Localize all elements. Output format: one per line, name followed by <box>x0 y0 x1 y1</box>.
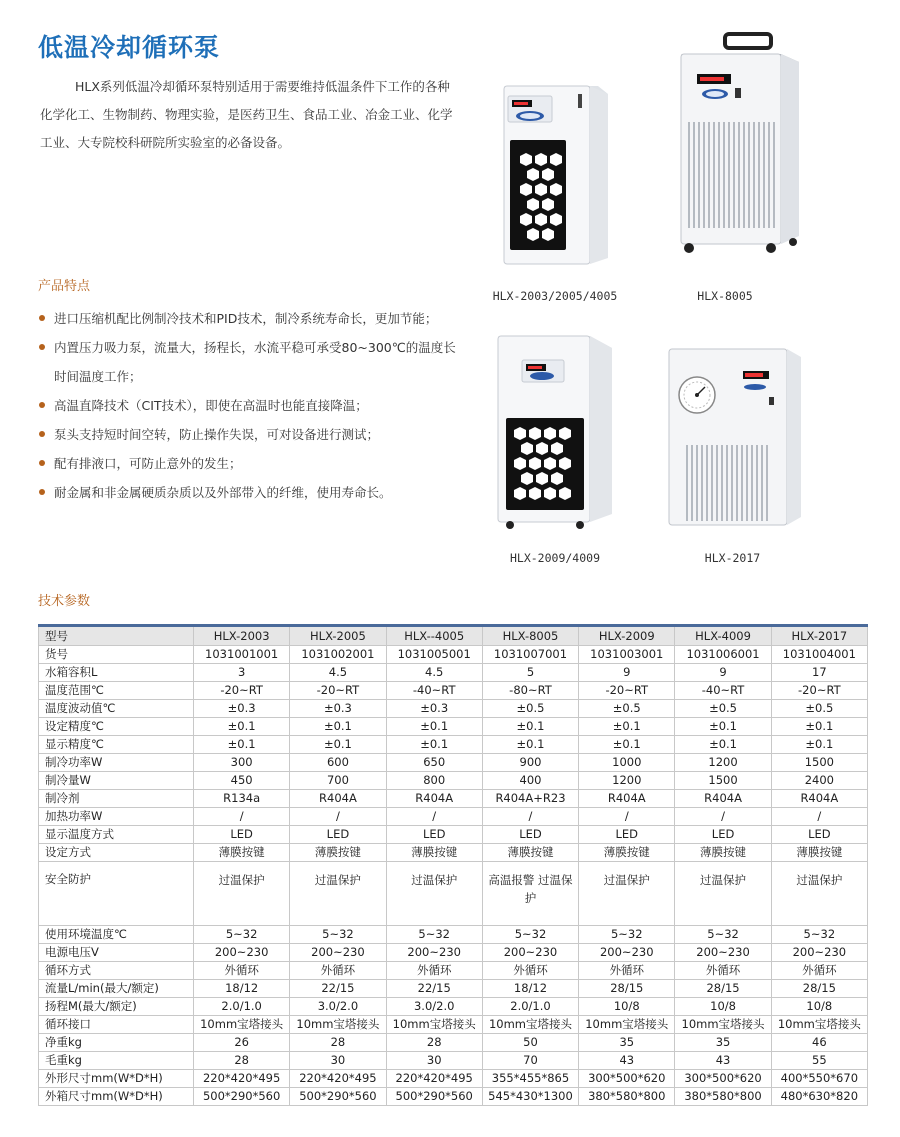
feature-item: 高温直降技术（CIT技术），即使在高温时也能直接降温； <box>38 391 458 420</box>
table-cell: 500*290*560 <box>290 1088 386 1106</box>
table-row <box>39 808 868 826</box>
row-label: 温度波动值℃ <box>39 700 194 718</box>
table-cell: ±0.1 <box>194 736 290 754</box>
table-cell: 1200 <box>579 772 675 790</box>
table-cell: ±0.5 <box>771 700 867 718</box>
table-cell: -80~RT <box>482 682 578 700</box>
table-cell: 200~230 <box>771 944 867 962</box>
table-cell: ±0.5 <box>482 700 578 718</box>
table-cell: 薄膜按键 <box>675 844 771 862</box>
table-cell: 1031002001 <box>290 646 386 664</box>
table-cell: 1031004001 <box>771 646 867 664</box>
row-label: 加热功率W <box>39 808 194 826</box>
table-cell: 薄膜按键 <box>482 844 578 862</box>
table-cell: -40~RT <box>386 682 482 700</box>
row-label: 使用环境温度℃ <box>39 926 194 944</box>
row-label: 电源电压V <box>39 944 194 962</box>
table-cell: 9 <box>675 664 771 682</box>
table-cell: ±0.1 <box>579 736 675 754</box>
table-cell: 22/15 <box>290 980 386 998</box>
table-cell: 薄膜按键 <box>290 844 386 862</box>
table-cell: 545*430*1300 <box>482 1088 578 1106</box>
row-label: 显示温度方式 <box>39 826 194 844</box>
table-cell: 10mm宝塔接头 <box>290 1016 386 1034</box>
table-cell: 200~230 <box>386 944 482 962</box>
table-cell: 10mm宝塔接头 <box>579 1016 675 1034</box>
table-cell: 5~32 <box>386 926 482 944</box>
table-cell: 28/15 <box>771 980 867 998</box>
table-cell: 2.0/1.0 <box>194 998 290 1016</box>
table-cell: 220*420*495 <box>290 1070 386 1088</box>
table-cell: 200~230 <box>194 944 290 962</box>
table-cell: 过温保护 <box>290 862 386 926</box>
table-cell: LED <box>482 826 578 844</box>
table-cell: 外循环 <box>386 962 482 980</box>
product-image-hlx-8005 <box>675 30 805 255</box>
table-row <box>39 646 868 664</box>
feature-item: 进口压缩机配比例制冷技术和PID技术，制冷系统寿命长，更加节能； <box>38 304 458 333</box>
table-cell: 4.5 <box>290 664 386 682</box>
table-cell: ±0.1 <box>290 718 386 736</box>
table-cell: R404A+R23 <box>482 790 578 808</box>
table-cell: 300*500*620 <box>579 1070 675 1088</box>
table-cell: 400*550*670 <box>771 1070 867 1088</box>
table-cell: R404A <box>579 790 675 808</box>
header-cell: HLX-4009 <box>675 626 771 646</box>
row-label: 温度范围℃ <box>39 682 194 700</box>
table-cell: 46 <box>771 1034 867 1052</box>
table-cell: R404A <box>386 790 482 808</box>
table-cell: ±0.3 <box>290 700 386 718</box>
table-cell: 10mm宝塔接头 <box>771 1016 867 1034</box>
table-row <box>39 772 868 790</box>
table-cell: 70 <box>482 1052 578 1070</box>
product-image-hlx-2009 <box>490 330 620 530</box>
table-cell: / <box>675 808 771 826</box>
product-image-hlx-2003 <box>490 78 610 270</box>
table-cell: 3.0/2.0 <box>386 998 482 1016</box>
table-cell: 22/15 <box>386 980 482 998</box>
table-cell: LED <box>194 826 290 844</box>
table-cell: 30 <box>290 1052 386 1070</box>
row-label: 净重kg <box>39 1034 194 1052</box>
table-cell: 薄膜按键 <box>579 844 675 862</box>
table-cell: 200~230 <box>675 944 771 962</box>
specs-heading: 技术参数 <box>38 594 91 609</box>
row-label: 流量L/min(最大/额定) <box>39 980 194 998</box>
table-cell: 1000 <box>579 754 675 772</box>
table-cell: -40~RT <box>675 682 771 700</box>
table-cell: 1500 <box>675 772 771 790</box>
table-cell: 500*290*560 <box>386 1088 482 1106</box>
table-cell: 380*580*800 <box>579 1088 675 1106</box>
table-row <box>39 1070 868 1088</box>
table-cell: 1031007001 <box>482 646 578 664</box>
table-cell: ±0.3 <box>386 700 482 718</box>
row-label: 外箱尺寸mm(W*D*H) <box>39 1088 194 1106</box>
table-cell: 700 <box>290 772 386 790</box>
table-header-row <box>39 626 868 646</box>
table-cell: 1031001001 <box>194 646 290 664</box>
table-cell: LED <box>771 826 867 844</box>
table-row <box>39 962 868 980</box>
table-cell: ±0.1 <box>771 736 867 754</box>
table-cell: 过温保护 <box>675 862 771 926</box>
header-cell: HLX-2017 <box>771 626 867 646</box>
table-cell: 3.0/2.0 <box>290 998 386 1016</box>
features-list <box>38 304 458 507</box>
page-title: 低温冷却循环泵 <box>38 33 221 62</box>
table-cell: 5~32 <box>194 926 290 944</box>
table-cell: 10mm宝塔接头 <box>386 1016 482 1034</box>
table-row <box>39 682 868 700</box>
table-cell: 200~230 <box>579 944 675 962</box>
row-label: 扬程M(最大/额定) <box>39 998 194 1016</box>
table-cell: 薄膜按键 <box>771 844 867 862</box>
row-label: 水箱容积L <box>39 664 194 682</box>
table-cell: R134a <box>194 790 290 808</box>
table-cell: 28 <box>194 1052 290 1070</box>
row-label: 设定精度℃ <box>39 718 194 736</box>
feature-item: 泵头支持短时间空转，防止操作失误，可对设备进行测试； <box>38 420 458 449</box>
table-cell: / <box>386 808 482 826</box>
table-cell: 4.5 <box>386 664 482 682</box>
table-row <box>39 926 868 944</box>
table-cell: 30 <box>386 1052 482 1070</box>
table-cell: ±0.3 <box>194 700 290 718</box>
table-cell: 200~230 <box>482 944 578 962</box>
table-cell: / <box>482 808 578 826</box>
table-cell: / <box>290 808 386 826</box>
table-cell: 1200 <box>675 754 771 772</box>
row-label: 设定方式 <box>39 844 194 862</box>
table-cell: 900 <box>482 754 578 772</box>
table-row <box>39 718 868 736</box>
table-cell: 外循环 <box>675 962 771 980</box>
product-label: HLX-2003/2005/4005 <box>492 289 618 303</box>
table-cell: 5~32 <box>771 926 867 944</box>
table-cell: 380*580*800 <box>675 1088 771 1106</box>
table-cell: ±0.1 <box>386 736 482 754</box>
table-cell: ±0.1 <box>675 718 771 736</box>
table-cell: 5 <box>482 664 578 682</box>
table-cell: 480*630*820 <box>771 1088 867 1106</box>
table-cell: 35 <box>579 1034 675 1052</box>
table-cell: 1031005001 <box>386 646 482 664</box>
table-cell: 28 <box>290 1034 386 1052</box>
table-cell: 17 <box>771 664 867 682</box>
table-row <box>39 1016 868 1034</box>
table-cell: 2.0/1.0 <box>482 998 578 1016</box>
table-cell: 10/8 <box>771 998 867 1016</box>
table-cell: 220*420*495 <box>386 1070 482 1088</box>
table-cell: 10mm宝塔接头 <box>675 1016 771 1034</box>
table-row <box>39 826 868 844</box>
table-cell: 18/12 <box>194 980 290 998</box>
table-cell: 650 <box>386 754 482 772</box>
table-cell: 过温保护 <box>386 862 482 926</box>
table-cell: 28/15 <box>675 980 771 998</box>
table-cell: 9 <box>579 664 675 682</box>
row-label: 外形尺寸mm(W*D*H) <box>39 1070 194 1088</box>
table-cell: 450 <box>194 772 290 790</box>
table-row <box>39 998 868 1016</box>
row-label: 安全防护 <box>39 862 194 926</box>
table-cell: / <box>771 808 867 826</box>
table-row <box>39 790 868 808</box>
row-label: 循环接口 <box>39 1016 194 1034</box>
table-cell: 5~32 <box>675 926 771 944</box>
table-cell: 5~32 <box>482 926 578 944</box>
table-cell: 500*290*560 <box>194 1088 290 1106</box>
table-cell: ±0.1 <box>675 736 771 754</box>
table-cell: 355*455*865 <box>482 1070 578 1088</box>
table-cell: R404A <box>675 790 771 808</box>
feature-item: 耐金属和非金属硬质杂质以及外部带入的纤维，使用寿命长。 <box>38 478 458 507</box>
product-label: HLX-2009/4009 <box>509 551 600 565</box>
table-row <box>39 1088 868 1106</box>
table-cell: 10mm宝塔接头 <box>194 1016 290 1034</box>
table-cell: ±0.1 <box>386 718 482 736</box>
table-cell: LED <box>675 826 771 844</box>
table-cell: -20~RT <box>579 682 675 700</box>
table-cell: 高温报警 过温保护 <box>482 862 578 926</box>
table-cell: / <box>579 808 675 826</box>
product-label: HLX-8005 <box>697 289 753 303</box>
table-cell: -20~RT <box>290 682 386 700</box>
table-cell: 300 <box>194 754 290 772</box>
table-cell: 薄膜按键 <box>194 844 290 862</box>
row-label: 制冷量W <box>39 772 194 790</box>
intro-text: HLX系列低温冷却循环泵特别适用于需要维持低温条件下工作的各种化学化工、生物制药、物理实验，是医药卫生、食品工业、冶金工业、化学工业、大专院校科研院所实验室的必备设备。 <box>40 79 453 150</box>
feature-item: 内置压力吸力泵，流量大，扬程长，水流平稳可承受80~300℃的温度长时间温度工作； <box>38 333 458 391</box>
table-cell: 外循环 <box>290 962 386 980</box>
table-cell: 18/12 <box>482 980 578 998</box>
table-cell: LED <box>290 826 386 844</box>
table-cell: 2400 <box>771 772 867 790</box>
header-cell: HLX--4005 <box>386 626 482 646</box>
table-cell: 外循环 <box>194 962 290 980</box>
row-label: 制冷剂 <box>39 790 194 808</box>
row-label: 显示精度℃ <box>39 736 194 754</box>
table-cell: ±0.1 <box>482 718 578 736</box>
table-cell: 28 <box>386 1034 482 1052</box>
table-cell: 43 <box>675 1052 771 1070</box>
table-cell: 220*420*495 <box>194 1070 290 1088</box>
table-cell: R404A <box>771 790 867 808</box>
table-cell: 1031003001 <box>579 646 675 664</box>
table-row <box>39 1052 868 1070</box>
table-cell: 5~32 <box>579 926 675 944</box>
table-cell: 10/8 <box>579 998 675 1016</box>
table-cell: ±0.1 <box>194 718 290 736</box>
row-label: 毛重kg <box>39 1052 194 1070</box>
row-label: 货号 <box>39 646 194 664</box>
table-cell: 过温保护 <box>771 862 867 926</box>
table-row <box>39 700 868 718</box>
table-cell: 外循环 <box>771 962 867 980</box>
table-cell: ±0.1 <box>290 736 386 754</box>
table-cell: 200~230 <box>290 944 386 962</box>
table-cell: 300*500*620 <box>675 1070 771 1088</box>
table-cell: ±0.5 <box>579 700 675 718</box>
table-cell: ±0.1 <box>482 736 578 754</box>
table-cell: -20~RT <box>771 682 867 700</box>
table-cell: LED <box>579 826 675 844</box>
product-label: HLX-2017 <box>704 551 761 565</box>
table-row <box>39 944 868 962</box>
table-cell: 1031006001 <box>675 646 771 664</box>
table-cell: 26 <box>194 1034 290 1052</box>
table-cell: 55 <box>771 1052 867 1070</box>
row-label: 循环方式 <box>39 962 194 980</box>
table-cell: ±0.5 <box>675 700 771 718</box>
table-row <box>39 1034 868 1052</box>
spec-table <box>38 624 868 1106</box>
table-cell: 800 <box>386 772 482 790</box>
table-cell: -20~RT <box>194 682 290 700</box>
table-cell: 5~32 <box>290 926 386 944</box>
table-row <box>39 844 868 862</box>
table-cell: 35 <box>675 1034 771 1052</box>
table-row <box>39 862 868 926</box>
header-cell: HLX-2005 <box>290 626 386 646</box>
table-cell: 28/15 <box>579 980 675 998</box>
table-cell: 1500 <box>771 754 867 772</box>
feature-item: 配有排液口，可防止意外的发生； <box>38 449 458 478</box>
table-cell: 10mm宝塔接头 <box>482 1016 578 1034</box>
table-cell: ±0.1 <box>579 718 675 736</box>
header-cell: 型号 <box>39 626 194 646</box>
header-cell: HLX-2003 <box>194 626 290 646</box>
features-heading: 产品特点 <box>38 279 91 294</box>
table-cell: ±0.1 <box>771 718 867 736</box>
header-cell: HLX-2009 <box>579 626 675 646</box>
table-row <box>39 664 868 682</box>
table-cell: 3 <box>194 664 290 682</box>
table-cell: LED <box>386 826 482 844</box>
table-row <box>39 754 868 772</box>
table-cell: 过温保护 <box>194 862 290 926</box>
table-cell: 600 <box>290 754 386 772</box>
table-cell: 薄膜按键 <box>386 844 482 862</box>
table-cell: 外循环 <box>482 962 578 980</box>
row-label: 制冷功率W <box>39 754 194 772</box>
table-cell: 400 <box>482 772 578 790</box>
table-row <box>39 736 868 754</box>
table-cell: 过温保护 <box>579 862 675 926</box>
table-cell: R404A <box>290 790 386 808</box>
table-cell: 外循环 <box>579 962 675 980</box>
table-row <box>39 980 868 998</box>
table-cell: 10/8 <box>675 998 771 1016</box>
product-image-hlx-2017 <box>665 345 805 530</box>
table-cell: 43 <box>579 1052 675 1070</box>
table-cell: 50 <box>482 1034 578 1052</box>
table-cell: / <box>194 808 290 826</box>
header-cell: HLX-8005 <box>482 626 578 646</box>
